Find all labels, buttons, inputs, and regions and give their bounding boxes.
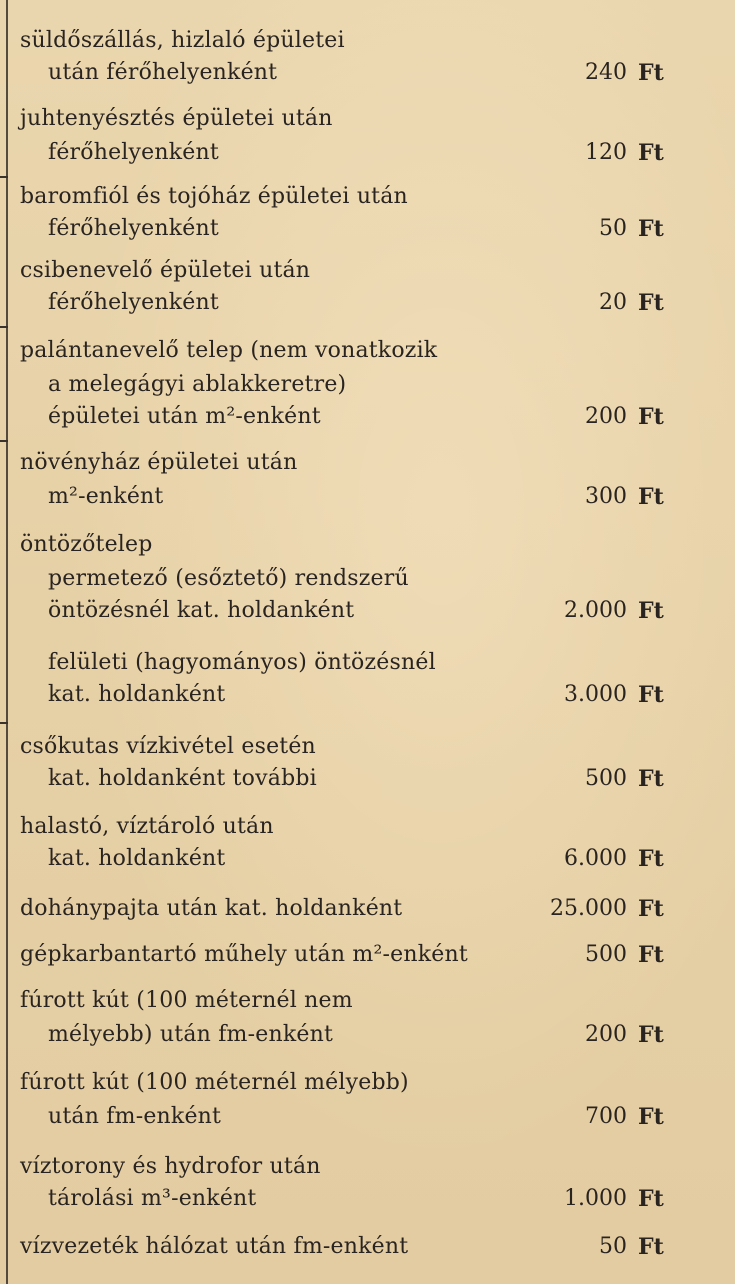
entry-amount: 20 (599, 290, 627, 315)
entry-line: permetező (esőztető) rendszerű (48, 566, 409, 591)
entry-line: víztorony és hydrofor után (20, 1154, 321, 1179)
entry-currency: Ft (638, 1234, 664, 1260)
entry-currency: Ft (638, 766, 664, 792)
left-margin-rule (6, 0, 8, 1284)
entry-line: juhtenyésztés épületei után (20, 106, 333, 131)
entry-line: kat. holdanként (48, 846, 226, 871)
entry-heading: öntözőtelep (20, 532, 153, 557)
entry-currency: Ft (638, 896, 664, 922)
entry-line: csőkutas vízkivétel esetén (20, 734, 316, 759)
entry-line: férőhelyenként (48, 290, 219, 315)
entry-currency: Ft (638, 598, 664, 624)
entry-amount: 200 (585, 404, 627, 429)
entry-line: öntözésnél kat. holdanként (48, 598, 355, 623)
entry-line: halastó, víztároló után (20, 814, 274, 839)
entry-currency: Ft (638, 682, 664, 708)
entry-amount: 120 (585, 140, 627, 165)
entry-currency: Ft (638, 942, 664, 968)
entry-amount: 50 (599, 1234, 627, 1259)
entry-amount: 300 (585, 484, 627, 509)
entry-line: után fm-enként (48, 1104, 222, 1129)
entry-line: baromfiól és tojóház épületei után (20, 184, 408, 209)
entry-line: férőhelyenként (48, 216, 219, 241)
entry-line: csibenevelő épületei után (20, 258, 311, 283)
entry-line: épületei után m²-enként (48, 404, 321, 429)
entry-line: vízvezeték hálózat után fm-enként (20, 1234, 409, 1259)
entry-line: dohánypajta után kat. holdanként (20, 896, 403, 921)
entry-currency: Ft (638, 1022, 664, 1048)
entry-line: palántanevelő telep (nem vonatkozik (20, 338, 438, 363)
entry-currency: Ft (638, 140, 664, 166)
entry-line: süldőszállás, hizlaló épületei (20, 28, 345, 53)
entry-line: a melegágyi ablakkeretre) (48, 372, 347, 397)
entry-amount: 500 (585, 942, 627, 967)
entry-currency: Ft (638, 484, 664, 510)
entry-amount: 50 (599, 216, 627, 241)
entry-line: után férőhelyenként (48, 60, 278, 85)
entry-line: fúrott kút (100 méternél mélyebb) (20, 1070, 409, 1095)
entry-line: m²-enként (48, 484, 164, 509)
entry-currency: Ft (638, 404, 664, 430)
entry-amount: 2.000 (564, 598, 627, 623)
entry-line: fúrott kút (100 méternél nem (20, 988, 353, 1013)
entry-amount: 200 (585, 1022, 627, 1047)
entry-line: tárolási m³-enként (48, 1186, 257, 1211)
separator-tick (0, 722, 8, 724)
entry-line: kat. holdanként további (48, 766, 317, 791)
entry-line: férőhelyenként (48, 140, 219, 165)
entry-amount: 500 (585, 766, 627, 791)
entry-line: növényház épületei után (20, 450, 298, 475)
entry-currency: Ft (638, 60, 664, 86)
entry-currency: Ft (638, 1186, 664, 1212)
entry-line: mélyebb) után fm-enként (48, 1022, 333, 1047)
entry-currency: Ft (638, 290, 664, 316)
entry-currency: Ft (638, 216, 664, 242)
entry-amount: 25.000 (550, 896, 627, 921)
separator-tick (0, 440, 8, 442)
entry-amount: 3.000 (564, 682, 627, 707)
entry-amount: 1.000 (564, 1186, 627, 1211)
entry-line: felületi (hagyományos) öntözésnél (48, 650, 436, 675)
entry-amount: 6.000 (564, 846, 627, 871)
entry-amount: 240 (585, 60, 627, 85)
entry-line: gépkarbantartó műhely után m²-enként (20, 942, 468, 967)
separator-tick (0, 176, 8, 178)
entry-amount: 700 (585, 1104, 627, 1129)
entry-currency: Ft (638, 1104, 664, 1130)
separator-tick (0, 326, 8, 328)
entry-currency: Ft (638, 846, 664, 872)
entry-line: kat. holdanként (48, 682, 226, 707)
